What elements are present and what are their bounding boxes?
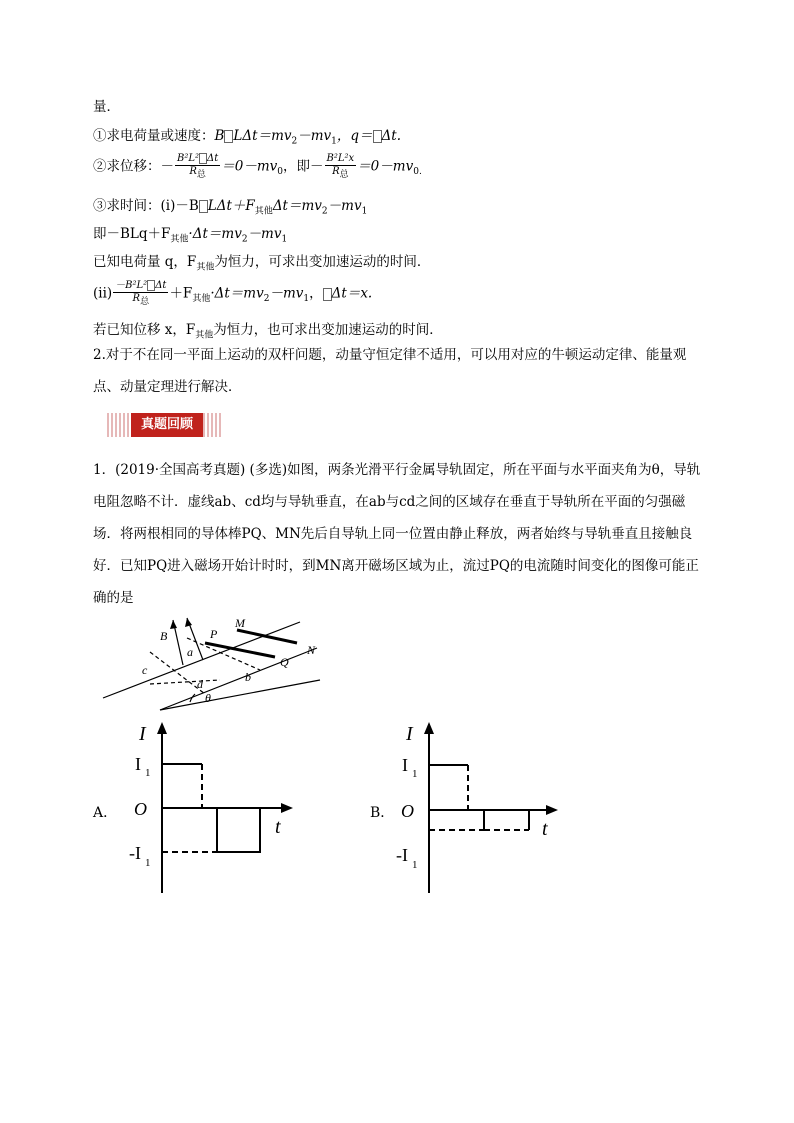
- expr: Δt.: [381, 128, 402, 144]
- rail-bottom: [160, 648, 317, 710]
- expr: Δt＝mv: [272, 198, 322, 214]
- tick-label-i1-sub: 1: [412, 768, 418, 780]
- section-banner: [107, 413, 222, 437]
- expr: ＝0－mv: [357, 158, 414, 175]
- origin-label: O: [401, 801, 414, 821]
- sub: 1: [331, 136, 337, 147]
- sub: 总: [196, 170, 206, 180]
- formula-line-displacement: [93, 153, 422, 181]
- text-line: [93, 250, 430, 273]
- missing-glyph-icon: [199, 153, 207, 164]
- sub: 其他: [195, 330, 214, 341]
- graph-b: [392, 718, 572, 898]
- sub: 2: [263, 294, 270, 305]
- label-n: N: [307, 643, 316, 657]
- expr: ＝0－mv: [221, 158, 278, 175]
- axis-label-i: I: [406, 723, 413, 745]
- sub: 其他: [254, 206, 273, 217]
- sub: 其他: [196, 262, 215, 273]
- rail-diagram: [95, 610, 335, 715]
- tick-label-neg-i1-sub: 1: [412, 859, 418, 871]
- sub: 其他: [192, 294, 211, 305]
- label: ③求时间：(i)－B: [93, 198, 199, 214]
- expr: 若已知位移 x，F: [93, 322, 196, 338]
- graph-a: [125, 718, 305, 898]
- sub: 1: [361, 206, 368, 217]
- num: Δt: [155, 280, 167, 291]
- sub: 1: [303, 294, 310, 305]
- expr: －mv: [327, 198, 362, 214]
- sub: 2: [321, 206, 328, 217]
- label-q: Q: [280, 655, 289, 669]
- incline-base: [160, 680, 320, 710]
- expr: 已知电荷量 q，F: [93, 254, 197, 270]
- missing-glyph-icon: [199, 200, 208, 213]
- tick-label-neg-i1-sub: 1: [145, 857, 151, 869]
- fraction: [325, 153, 357, 181]
- text-line: 量．: [93, 99, 120, 115]
- num: B²L²x: [326, 153, 355, 164]
- label-p: P: [210, 627, 218, 641]
- tick-label-i1: I: [402, 755, 408, 775]
- arrow-right-icon: [546, 805, 558, 815]
- sub: 1: [281, 234, 288, 245]
- num: －B²L²: [115, 280, 148, 291]
- tick-label-neg-i1: -I: [396, 845, 408, 865]
- label-b-field: B: [160, 629, 168, 643]
- text-line: [93, 318, 443, 341]
- formula-line: [93, 222, 287, 245]
- expr: Δt＝mv: [242, 128, 292, 144]
- point-2-paragraph: 2.对于不在同一平面上运动的双杆问题，动量守恒定律不适用，可以用对应的牛顿运动定律、能量观点、动量定理进行解决．: [93, 347, 687, 395]
- sub: 0.: [413, 167, 422, 178]
- label-a: a: [187, 645, 193, 659]
- question-text: 1．(2019·全国高考真题) (多选)如图，两条光滑平行金属导轨固定，所在平面与水平面夹角为θ，导轨电阻忽略不计．虚线ab、cd均与导轨垂直，在ab与cd之间的区域存在垂直于导轨所在平面的匀强磁场．将两根相同的导体棒PQ、MN先后自导轨上同一位置由静止释放，两者始终与导轨垂直且接触良好．已知PQ进入磁场开始计时时，到MN离开磁场区域为止，流过PQ的电流随时间变化的图像可能正确的是: [93, 462, 701, 606]
- arrow-right-icon: [281, 803, 293, 813]
- expr: ·Δt＝mv: [210, 285, 264, 302]
- label: ②求位移：－: [93, 158, 174, 175]
- label-m: M: [235, 616, 245, 630]
- expr: ，即－: [283, 158, 324, 175]
- sub: 0: [277, 167, 284, 178]
- missing-glyph-icon: [373, 130, 382, 143]
- expr: 为恒力，可求出变加速运动的时间．: [214, 254, 431, 270]
- expr: LΔt＋F: [207, 198, 255, 214]
- option-a-label[interactable]: A．: [93, 805, 118, 821]
- expr: Δt＝x.: [331, 285, 373, 302]
- expr: －mv: [297, 128, 332, 144]
- formula-line-charge: [93, 124, 401, 147]
- axis-label-t: t: [542, 818, 548, 840]
- label-d: d: [197, 677, 203, 691]
- origin-label: O: [134, 799, 147, 819]
- missing-glyph-icon: [323, 288, 332, 301]
- sub: 2: [291, 136, 298, 147]
- dashed-line-ab: [187, 638, 260, 670]
- expr: ，q＝: [336, 128, 373, 144]
- rod-mn: [237, 630, 297, 643]
- fraction: [113, 280, 168, 308]
- den: R: [189, 166, 197, 177]
- label: (ii): [93, 285, 113, 302]
- arrowhead-icon: [185, 618, 192, 627]
- dashed-line: [150, 680, 220, 684]
- label-theta: θ: [205, 691, 211, 705]
- expr: －mv: [247, 226, 282, 242]
- tick-label-neg-i1: -I: [129, 843, 141, 863]
- arrowhead-icon: [170, 620, 177, 629]
- var-b: B: [214, 128, 225, 144]
- tick-label-i1: I: [135, 754, 141, 774]
- den: R: [132, 293, 141, 304]
- formula-line: [93, 280, 372, 308]
- expr: －mv: [269, 285, 304, 302]
- label-c: c: [142, 663, 148, 677]
- var-l: L: [233, 128, 243, 144]
- label-b: b: [245, 670, 251, 684]
- arrow-up-icon: [424, 722, 434, 734]
- axis-label-i: I: [139, 723, 146, 745]
- den: R: [332, 166, 340, 177]
- sub: 其他: [170, 234, 189, 245]
- option-b-label[interactable]: B．: [370, 805, 395, 821]
- formula-line-time: [93, 194, 367, 217]
- sub: 2: [241, 234, 248, 245]
- expr: ＋F: [169, 285, 193, 302]
- expr: 即－BLq＋F: [93, 226, 171, 242]
- axis-label-t: t: [275, 816, 281, 838]
- sub: 总: [339, 170, 349, 180]
- sub: 总: [140, 297, 150, 307]
- missing-glyph-icon: [147, 280, 155, 291]
- fraction: [175, 153, 220, 181]
- arrow-up-icon: [157, 722, 167, 734]
- tick-label-i1-sub: 1: [145, 767, 151, 779]
- expr: 为恒力，也可求出变加速运动的时间．: [213, 322, 443, 338]
- num: Δt: [207, 153, 219, 164]
- expr: ·Δt＝mv: [188, 226, 242, 242]
- num: B²L²: [177, 153, 200, 164]
- section-title: 真题回顾: [131, 413, 203, 437]
- label: ①求电荷量或速度：: [93, 128, 215, 144]
- expr: ，: [309, 285, 323, 302]
- graph-a-segment: [217, 808, 260, 852]
